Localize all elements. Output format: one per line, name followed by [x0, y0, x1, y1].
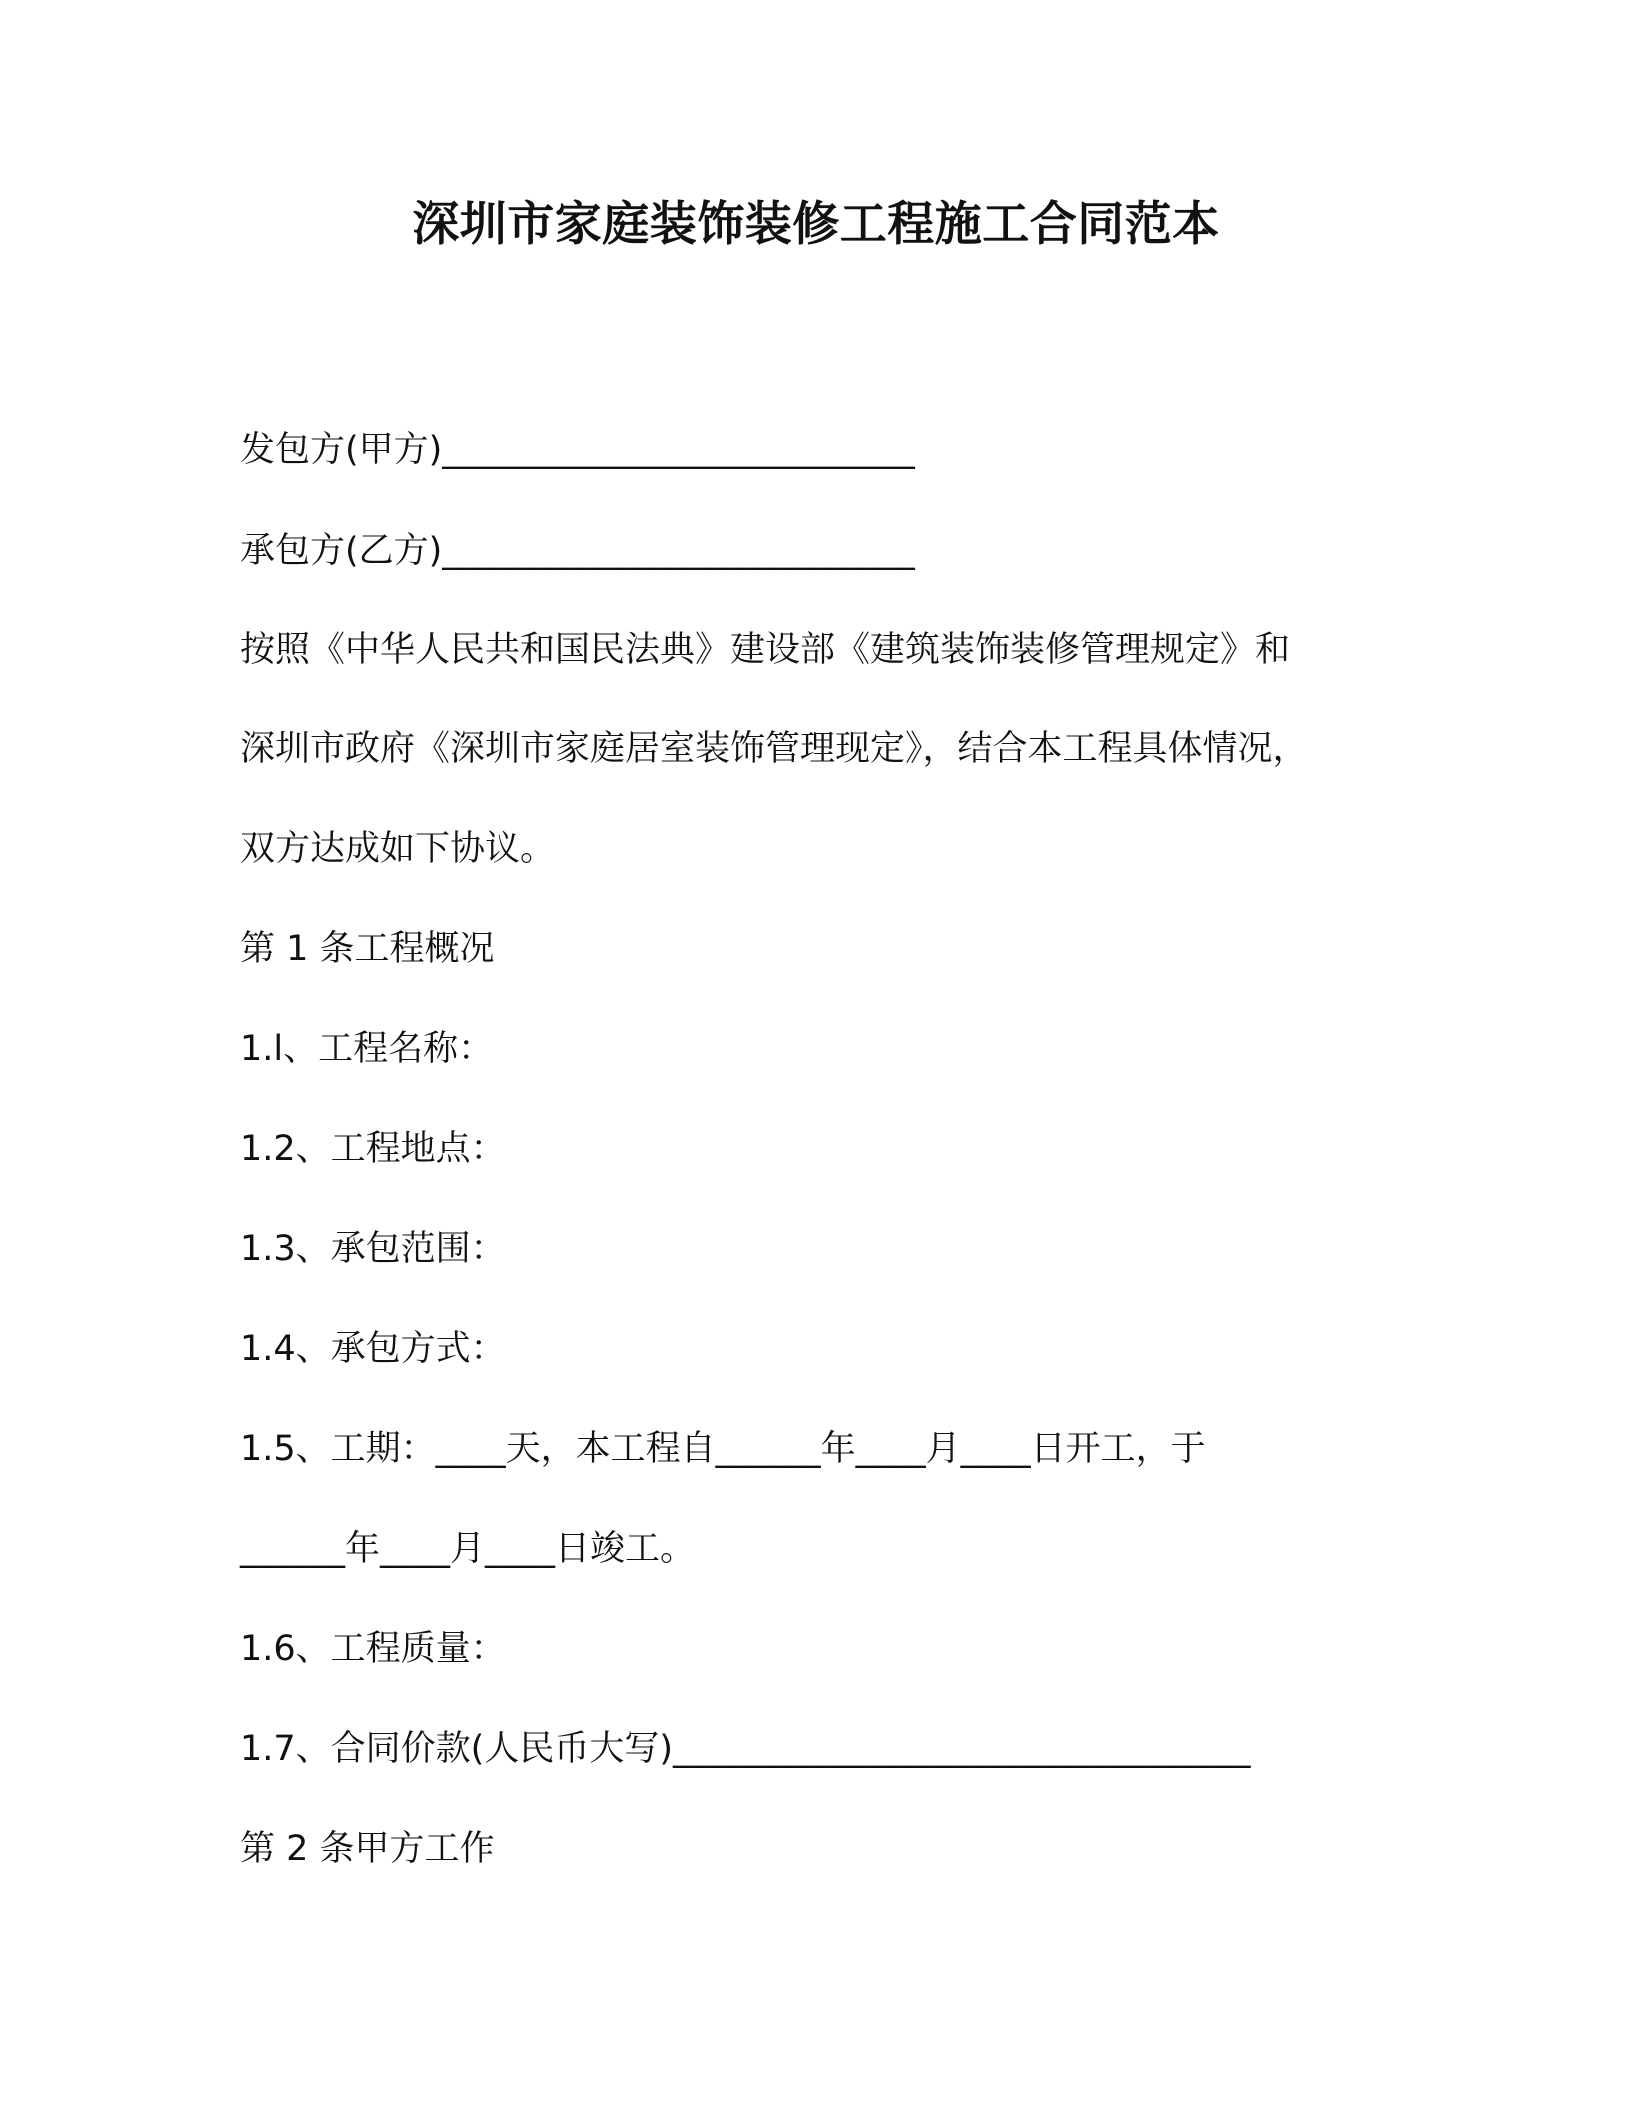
- clause-1-2: 1.2、工程地点：: [240, 1129, 506, 1169]
- article-1-heading: 第 1 条工程概况: [240, 929, 495, 969]
- clause-1-4: 1.4、承包方式：: [240, 1329, 506, 1369]
- clause-1-1: 1.l、工程名称：: [240, 1029, 494, 1069]
- preamble-line-3: 双方达成如下协议。: [240, 829, 556, 869]
- document-title: 深圳市家庭装饰装修工程施工合同范本: [412, 197, 1220, 252]
- party-a-line: 发包方(甲方)___________________________: [240, 430, 915, 470]
- clause-1-5-line-1: 1.5、工期：____天，本工程自______年____月____日开工，于: [240, 1429, 1206, 1469]
- preamble-line-2: 深圳市政府《深圳市家庭居室装饰管理现定》，结合本工程具体情况，: [240, 729, 1308, 769]
- clause-1-3: 1.3、承包范围：: [240, 1229, 506, 1269]
- party-b-line: 承包方(乙方)___________________________: [240, 531, 915, 571]
- preamble-line-1: 按照《中华人民共和国民法典》建设部《建筑装饰装修管理规定》和: [240, 630, 1291, 670]
- clause-1-6: 1.6、工程质量：: [240, 1629, 506, 1669]
- clause-1-7: 1.7、合同价款(人民币大写)_________________________________: [240, 1729, 1251, 1769]
- clause-1-5-line-2: ______年____月____日竣工。: [240, 1529, 696, 1569]
- article-2-heading: 第 2 条甲方工作: [240, 1829, 495, 1869]
